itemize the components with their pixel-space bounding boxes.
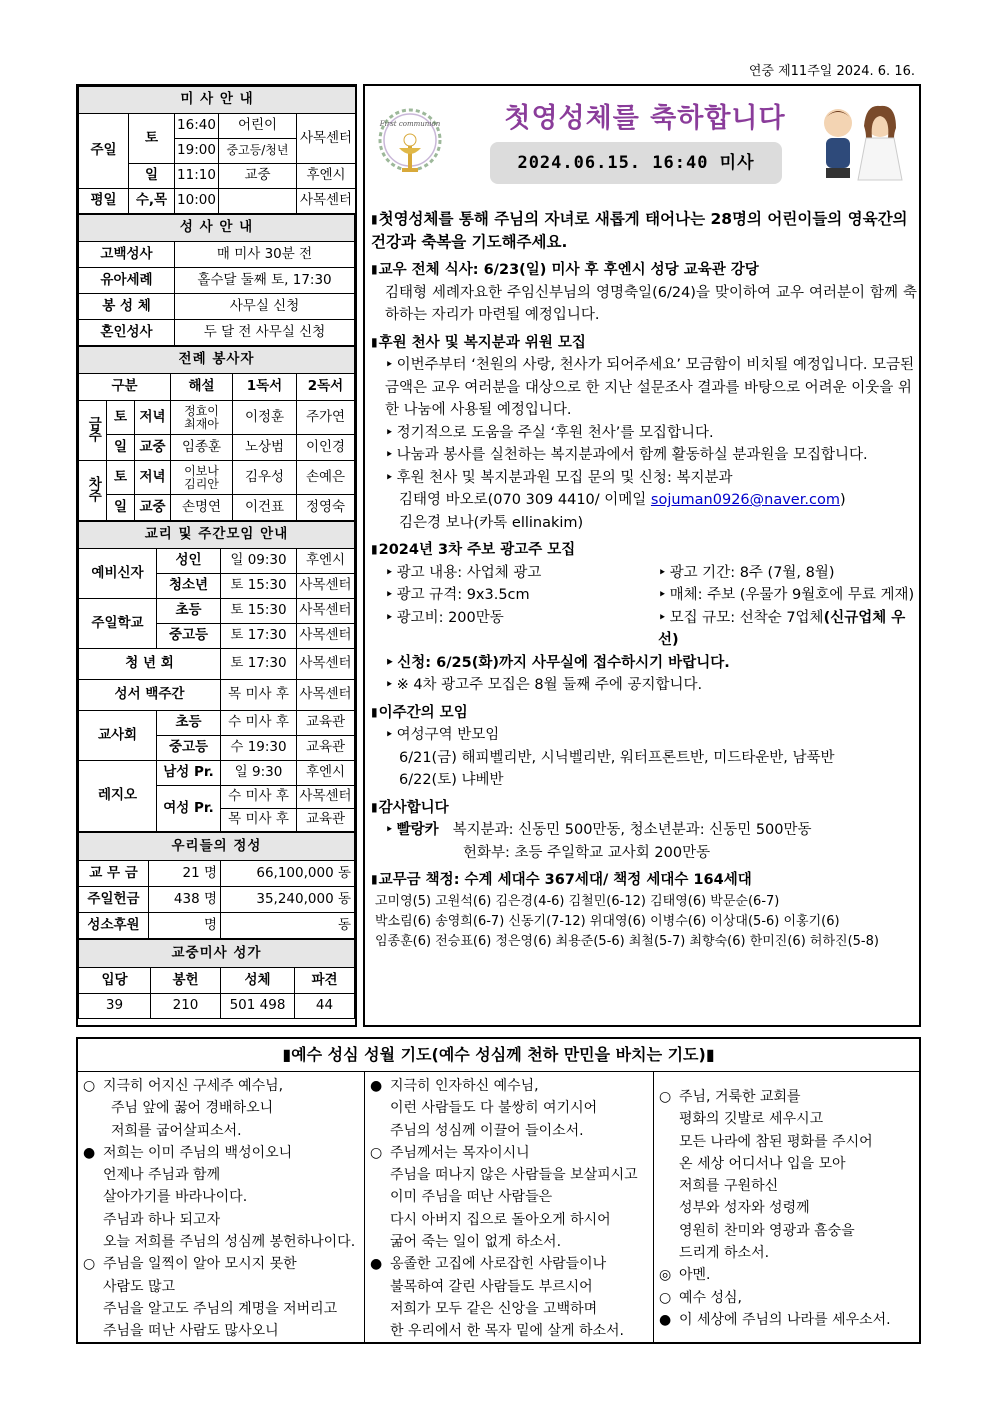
meetings-section-title: 교리 및 주간모임 안내 xyxy=(79,522,355,549)
prayer-line xyxy=(659,1242,916,1264)
thanks-line: 헌화부: 초등 주일학교 교사회 200만동 xyxy=(463,844,711,861)
servers-header: 구분 xyxy=(79,374,171,401)
ad-detail: ‣ 광고 기간: 8주 (7월, 8월) xyxy=(644,562,917,585)
offering-amount: 66,100,000 동 xyxy=(221,861,355,887)
servers-header: 2독서 xyxy=(297,374,355,401)
prayer-line xyxy=(83,1120,361,1142)
offering-label: 교 무 금 xyxy=(79,861,149,887)
group-label: 중고등 xyxy=(157,736,221,761)
sacraments-table xyxy=(78,214,355,346)
prayer-line xyxy=(370,1120,650,1142)
prayer-line xyxy=(83,1209,361,1231)
prayer-text: 모든 나라에 참된 평화를 주시어 xyxy=(679,1133,873,1150)
prayer-text: 지극히 인자하신 예수님, xyxy=(390,1078,539,1094)
sacrament-value: 홀수달 둘째 토, 17:30 xyxy=(175,268,355,294)
meeting-place: 사목센터 xyxy=(297,574,355,599)
speaker-marker: ○ xyxy=(83,1256,96,1273)
contact-line: 김은경 보나(카톡 ellinakim) xyxy=(399,514,584,531)
prayer-text: 사람도 많고 xyxy=(103,1278,176,1295)
sacrament-label: 혼인성사 xyxy=(79,320,175,346)
prayer-line xyxy=(370,1253,650,1275)
ad-detail-emphasis: (신규업체 우선) xyxy=(658,609,906,648)
pledge-line: 고미영(5) 고원석(6) 김은경(4-6) 김철민(6-12) 김태영(6) 박문순(6-7) xyxy=(375,893,780,909)
speaker-marker: ○ xyxy=(659,1289,672,1306)
group-label: 중고등 xyxy=(157,624,221,649)
children-praying-icon xyxy=(810,98,910,188)
prayer-title: ▮예수 성심 성월 기도(예수 성심께 천하 만민을 바치는 기도)▮ xyxy=(78,1039,919,1072)
meeting-time: 일 09:30 xyxy=(221,549,297,574)
prayer-line xyxy=(370,1298,650,1320)
speaker-marker: ○ xyxy=(659,1089,672,1105)
prayer-text: 불목하여 갈린 사람들도 부르시어 xyxy=(390,1278,593,1295)
speaker-marker: ● xyxy=(83,1144,96,1161)
prayer-text: 주님과 하나 되고자 xyxy=(103,1211,221,1228)
commentator: 임종훈 xyxy=(171,435,233,461)
mass-type: 교중 xyxy=(135,495,171,521)
prayer-line xyxy=(370,1075,650,1097)
commentator: 김리안 xyxy=(184,476,219,491)
saturday-label: 토 xyxy=(129,114,175,164)
reader-1: 이건표 xyxy=(233,495,297,521)
meeting-place: 사목센터 xyxy=(297,624,355,649)
servers-header: 1독서 xyxy=(233,374,297,401)
prayer-text: 온 세상 어디서나 입을 모아 xyxy=(679,1155,846,1172)
liturgy-servers-table xyxy=(78,346,355,521)
meeting-time: 일 9:30 xyxy=(221,761,297,786)
prayer-text: 주님 앞에 꿇어 경배하오니 xyxy=(111,1100,274,1117)
speaker-marker: ◎ xyxy=(659,1267,672,1284)
prayer-line xyxy=(659,1153,916,1175)
commentator: 정효이 xyxy=(184,403,219,418)
commentator: 이보나 xyxy=(184,463,219,478)
offering-count: 명 xyxy=(149,913,221,939)
prayer-text: 굶어 죽는 일이 없게 하소서. xyxy=(390,1234,562,1251)
prayer-line xyxy=(83,1186,361,1208)
mass-type: 저녁 xyxy=(135,401,171,435)
meeting-line: 6/22(토) 냐베반 xyxy=(399,772,504,788)
prayer-line xyxy=(370,1276,650,1298)
banner-date: 2024.06.15. 16:40 미사 xyxy=(490,142,782,184)
this-week-label: 금주 xyxy=(85,415,102,441)
speaker-marker: ○ xyxy=(83,1078,96,1094)
young-adults-label: 청 년 회 xyxy=(79,649,221,680)
mass-audience: 중고등/청년 xyxy=(219,139,297,164)
notice-title: ▮ 2024년 3차 주보 광고주 모집 xyxy=(371,538,917,562)
notices-box xyxy=(363,84,921,1027)
hymn-header: 입당 xyxy=(79,968,151,994)
prayer-text: 성부와 성자와 성령께 xyxy=(679,1200,810,1217)
ad-deadline: ‣ 신청: 6/25(화)까지 사무실에 접수하시기 바랍니다. xyxy=(371,652,917,675)
mass-place: 사목센터 xyxy=(297,189,356,214)
mass-type: 교중 xyxy=(135,435,171,461)
prayer-line xyxy=(83,1075,361,1097)
sacrament-value: 사무실 신청 xyxy=(175,294,355,320)
prayer-text: 드리게 하소서. xyxy=(679,1245,770,1262)
prayer-line xyxy=(83,1320,361,1342)
prayer-line xyxy=(659,1309,916,1331)
prayer-text: 주님을 떠나지 않은 사람들을 보살피시고 xyxy=(390,1167,638,1184)
speaker-marker: ● xyxy=(370,1256,383,1273)
offering-count: 438 명 xyxy=(149,887,221,913)
group-label: 성인 xyxy=(157,549,221,574)
weekday-label: 평일 xyxy=(79,189,129,214)
hymn-header: 성체 xyxy=(221,968,295,994)
meeting-place: 교육관 xyxy=(297,736,355,761)
reader-2: 이인경 xyxy=(297,435,355,461)
prayer-line xyxy=(370,1320,650,1342)
hymns-section-title: 교중미사 성가 xyxy=(79,940,355,968)
notices-list xyxy=(371,208,917,952)
commentator: 손명연 xyxy=(171,495,233,521)
prayer-text: 주님의 성심께 이끌어 들이소서. xyxy=(390,1122,584,1139)
first-communion-banner xyxy=(365,86,919,206)
catechumen-label: 예비신자 xyxy=(79,549,157,599)
prayer-line xyxy=(659,1220,916,1242)
commentator: 최재아 xyxy=(184,416,219,431)
hymns-table xyxy=(78,939,355,1019)
sunday-school-label: 주일학교 xyxy=(79,599,157,649)
prayer-text: 이 세상에 주님의 나라를 세우소서. xyxy=(679,1311,891,1328)
prayer-text: 옹졸한 고집에 사로잡힌 사람들이나 xyxy=(390,1256,607,1273)
prayer-text: 지극히 어지신 구세주 예수님, xyxy=(103,1078,284,1094)
notice-bullet: ‣ 후원 천사 및 복지분과원 모집 문의 및 신청: 복지분과 xyxy=(371,467,917,490)
note-text: ※ 4차 광고주 모집은 8월 둘째 주에 공지합니다. xyxy=(396,677,703,693)
hymn-number: 501 498 xyxy=(221,994,295,1019)
prayer-text: 평화의 깃발로 세우시고 xyxy=(679,1111,824,1128)
ad-detail: ‣ 매체: 주보 (우물가 9월호에 무료 게재) xyxy=(644,584,917,607)
group-label: 여성 Pr. xyxy=(157,786,221,832)
sacrament-label: 유아세례 xyxy=(79,268,175,294)
meeting-time: 토 15:30 xyxy=(221,574,297,599)
offerings-section-title: 우리들의 정성 xyxy=(79,833,355,861)
meeting-time: 수 미사 후 xyxy=(221,711,297,736)
meeting-place: 후엔시 xyxy=(297,549,355,574)
prayer-text: 언제나 주님과 함께 xyxy=(103,1167,221,1184)
notice-bullet: ‣ 여성구역 반모임 xyxy=(371,724,917,747)
notice-bullet: ‣ 정기적으로 도움을 주실 ‘후원 천사’를 모집합니다. xyxy=(371,422,917,445)
prayer-line xyxy=(659,1086,916,1108)
notice-title: ▮ 후원 천사 및 복지분과 위원 모집 xyxy=(371,331,917,355)
ad-detail: ‣ 광고 규격: 9x3.5cm xyxy=(371,584,644,607)
thanks-label: 빨랑카 xyxy=(396,822,439,838)
sun-label: 일 xyxy=(129,164,175,189)
prayer-column xyxy=(78,1072,365,1342)
prayer-text: 한 우리에서 한 목자 밑에 살게 하소서. xyxy=(390,1323,625,1340)
offerings-table xyxy=(78,832,355,939)
prayer-line xyxy=(659,1175,916,1197)
notice-title: ▮ 이주간의 모임 xyxy=(371,701,917,725)
prayer-text: 다시 아버지 집으로 돌아오게 하시어 xyxy=(390,1211,611,1228)
group-label: 초등 xyxy=(157,711,221,736)
offering-amount: 동 xyxy=(221,913,355,939)
prayer-text: 주님을 떠난 사람도 많사오니 xyxy=(103,1323,279,1340)
prayer-line xyxy=(83,1231,361,1253)
reader-2: 정영숙 xyxy=(297,495,355,521)
hymn-number: 39 xyxy=(79,994,151,1019)
meeting-time: 수 미사 후 xyxy=(221,786,297,809)
meeting-time: 목 미사 후 xyxy=(221,680,297,711)
mass-section-title: 미 사 안 내 xyxy=(79,87,356,114)
offering-amount: 35,240,000 동 xyxy=(221,887,355,913)
prayer-text: 이런 사람들도 다 불쌍히 여기시어 xyxy=(390,1100,598,1117)
prayer-line xyxy=(370,1164,650,1186)
prayer-text: 살아가기를 바라나이다. xyxy=(103,1189,248,1206)
prayer-text: 저희를 굽어살피소서. xyxy=(111,1122,242,1139)
first-communion-wreath-icon xyxy=(375,98,445,188)
prayer-line xyxy=(659,1287,916,1309)
mass-time: 11:10 xyxy=(175,164,219,189)
meetings-table xyxy=(78,521,355,832)
ad-row xyxy=(371,562,917,585)
sacrament-label: 봉 성 체 xyxy=(79,294,175,320)
prayer-line xyxy=(370,1209,650,1231)
day-label: 일 xyxy=(107,435,135,461)
prayer-line xyxy=(83,1164,361,1186)
ad-detail xyxy=(644,607,917,652)
hymn-header: 파견 xyxy=(295,968,355,994)
reader-1: 이정훈 xyxy=(233,401,297,435)
prayer-line xyxy=(83,1253,361,1275)
meeting-time: 토 17:30 xyxy=(221,649,297,680)
sunday-label: 주일 xyxy=(79,114,129,189)
prayer-line xyxy=(83,1298,361,1320)
prayer-line xyxy=(659,1197,916,1219)
reader-1: 김우성 xyxy=(233,461,297,495)
legio-label: 레지오 xyxy=(79,761,157,832)
thanks-text: 복지분과: 신동민 500만동, 청소년분과: 신동민 500만동 xyxy=(452,822,812,838)
notice-text: 명의 어린이들의 영육간의 건강과 축복을 기도해주세요. xyxy=(371,210,908,251)
prayer-text: 주님을 일찍이 알아 모시지 못한 xyxy=(103,1256,297,1273)
ad-detail-text: 모집 규모: 선착순 7업체 xyxy=(669,609,824,626)
prayer-line xyxy=(370,1097,650,1119)
mass-time: 10:00 xyxy=(175,189,219,214)
offering-count: 21 명 xyxy=(149,861,221,887)
prayer-line xyxy=(370,1142,650,1164)
notice-bullet: ‣ 이번주부터 ‘천원의 사랑, 천사가 되어주세요’ 모금함이 비치될 예정입니다. 모금된 금액은 교우 여러분을 대상으로 한 지난 설문조사 결과를 바탕으로 어려운 이웃을 위한 나눔에 사용될 예정입니다. xyxy=(371,354,917,422)
notice-title: ▮ 감사합니다 xyxy=(371,796,917,820)
day-label: 토 xyxy=(107,401,135,435)
mass-time: 16:40 xyxy=(175,114,219,139)
ad-detail: ‣ 광고비: 200만동 xyxy=(371,607,644,652)
mass-schedule-table xyxy=(78,86,356,214)
info-column xyxy=(76,84,357,1027)
prayer-line xyxy=(370,1186,650,1208)
meeting-time: 토 17:30 xyxy=(221,624,297,649)
next-week-label: 차주 xyxy=(85,475,102,501)
mass-type: 저녁 xyxy=(135,461,171,495)
meeting-place: 사목센터 xyxy=(297,786,355,809)
reader-2: 주가연 xyxy=(297,401,355,435)
reader-2: 손예은 xyxy=(297,461,355,495)
prayer-line xyxy=(659,1131,916,1153)
notice-bullet: ‣ 나눔과 봉사를 실천하는 복지분과에서 함께 활동하실 분과원을 모집합니다. xyxy=(371,444,917,467)
ad-note xyxy=(371,674,917,697)
badge-text: First communion xyxy=(379,120,441,128)
ad-detail: ‣ 광고 내용: 사업체 광고 xyxy=(371,562,644,585)
ad-row xyxy=(371,584,917,607)
mass-place: 후엔시 xyxy=(297,164,356,189)
prayer-column xyxy=(365,1072,654,1342)
prayer-column xyxy=(654,1072,919,1342)
pledge-line: 박소림(6) 송영희(6-7) 신동기(7-12) 위대영(6) 이병수(6) 이상대(5-6) 이홍기(6) xyxy=(375,913,840,929)
contact-text: ) xyxy=(839,492,846,508)
notice-body: 김태형 세례자요한 주임신부님의 영명축일(6/24)을 맞이하여 교우 여러분이 함께 축하하는 자리가 마련될 예정입니다. xyxy=(385,284,917,323)
sacraments-section-title: 성 사 안 내 xyxy=(79,215,355,242)
sacrament-value: 매 미사 30분 전 xyxy=(175,242,355,268)
prayer-line xyxy=(83,1276,361,1298)
hymn-number: 44 xyxy=(295,994,355,1019)
day-label: 일 xyxy=(107,495,135,521)
meeting-place: 후엔시 xyxy=(297,761,355,786)
prayer-text: 저희는 이미 주님의 백성이오니 xyxy=(103,1144,293,1161)
pledge-line: 임종훈(6) 전승표(6) 정은영(6) 최용준(5-6) 최철(5-7) 최향숙(6) 한미진(6) 허하진(5-8) xyxy=(375,933,879,949)
group-label: 청소년 xyxy=(157,574,221,599)
ad-row xyxy=(371,607,917,652)
prayer-text: 주님께서는 목자이시니 xyxy=(390,1144,530,1161)
group-label: 초등 xyxy=(157,599,221,624)
offering-label: 성소후원 xyxy=(79,913,149,939)
mass-audience: 교중 xyxy=(219,164,297,189)
speaker-marker: ● xyxy=(370,1078,383,1094)
servers-section-title: 전례 봉사자 xyxy=(79,347,355,374)
meeting-place: 교육관 xyxy=(297,809,355,832)
sacrament-value: 두 달 전 사무실 신청 xyxy=(175,320,355,346)
bible-study-label: 성서 백주간 xyxy=(79,680,221,711)
contact-text: 김태영 바오로(070 309 4410/ 이메일 xyxy=(399,492,651,508)
email-link[interactable]: sojuman0926@naver.com xyxy=(650,492,840,508)
meeting-place: 사목센터 xyxy=(297,649,355,680)
mass-audience: 어린이 xyxy=(219,114,297,139)
notice-title: ▮ 교우 전체 식사: 6/23(일) 미사 후 후엔시 성당 교육관 강당 xyxy=(371,258,917,282)
teachers-label: 교사회 xyxy=(79,711,157,761)
banner-title: 첫영성체를 축하합니다 xyxy=(504,103,786,134)
bulletin-date: 연중 제11주일 2024. 6. 16. xyxy=(748,64,915,79)
prayer-text: 아멘. xyxy=(679,1267,711,1284)
prayer-text: 주님을 알고도 주님의 계명을 저버리고 xyxy=(103,1300,338,1317)
notice-text: 첫영성체를 통해 주님의 자녀로 새롭게 태어나는 xyxy=(378,210,711,228)
prayer-line xyxy=(659,1264,916,1286)
hymn-header: 봉헌 xyxy=(151,968,221,994)
weekday-days: 수,목 xyxy=(129,189,175,214)
prayer-text: 저희가 모두 같은 신앙을 고백하며 xyxy=(390,1300,598,1317)
prayer-box xyxy=(76,1037,921,1344)
reader-1: 노상범 xyxy=(233,435,297,461)
meeting-line: 6/21(금) 해피벨리반, 시닉벨리반, 워터프론트반, 미드타운반, 남푹반 xyxy=(399,749,835,766)
meeting-time: 토 15:30 xyxy=(221,599,297,624)
mass-place: 사목센터 xyxy=(297,114,356,164)
meeting-place: 교육관 xyxy=(297,711,355,736)
prayer-text: 저희를 구원하신 xyxy=(679,1178,779,1195)
prayer-text: 영원히 찬미와 영광과 흠숭을 xyxy=(679,1222,855,1239)
day-label: 토 xyxy=(107,461,135,495)
mass-time: 19:00 xyxy=(175,139,219,164)
notice-title: ▮ 교무금 책정: 수계 세대수 367세대/ 책정 세대수 164세대 xyxy=(371,868,917,892)
meeting-time: 수 19:30 xyxy=(221,736,297,761)
prayer-line xyxy=(83,1097,361,1119)
speaker-marker: ○ xyxy=(370,1144,383,1161)
prayer-text: 주님, 거룩한 교회를 xyxy=(679,1089,801,1105)
offering-label: 주일헌금 xyxy=(79,887,149,913)
servers-header: 해설 xyxy=(171,374,233,401)
sacrament-label: 고백성사 xyxy=(79,242,175,268)
notice-count: 28 xyxy=(710,210,733,228)
hymn-number: 210 xyxy=(151,994,221,1019)
prayer-line xyxy=(370,1231,650,1253)
meeting-place: 사목센터 xyxy=(297,680,355,711)
prayer-text: 오늘 저희를 주님의 성심께 봉헌하나이다. xyxy=(103,1234,356,1251)
prayer-line xyxy=(83,1142,361,1164)
meeting-time: 목 미사 후 xyxy=(221,809,297,832)
speaker-marker: ● xyxy=(659,1311,672,1328)
meeting-place: 사목센터 xyxy=(297,599,355,624)
thanks-line xyxy=(371,819,917,842)
prayer-line xyxy=(659,1108,916,1130)
prayer-text: 예수 성심, xyxy=(679,1289,742,1306)
prayer-text: 이미 주님을 떠난 사람들은 xyxy=(390,1189,553,1206)
group-label: 남성 Pr. xyxy=(157,761,221,786)
notice-first-communion xyxy=(371,208,917,254)
contact-line xyxy=(371,489,917,512)
